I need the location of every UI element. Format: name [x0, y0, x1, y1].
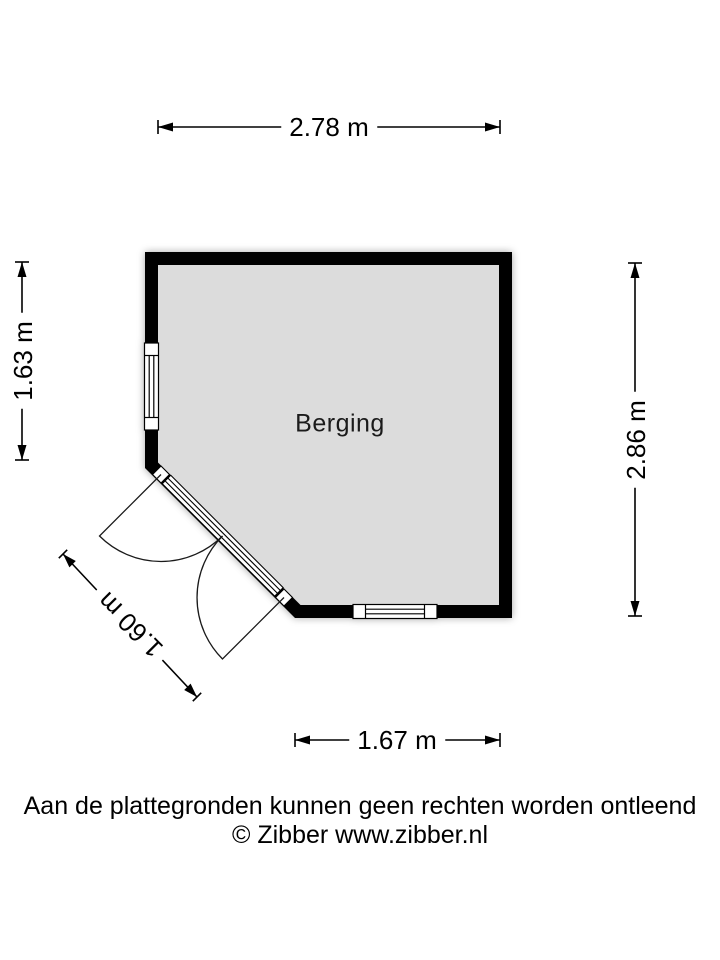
footer: [0, 792, 720, 850]
dimension-left-label: 1.63 m: [8, 313, 38, 409]
dimension-diagonal-label: 1.60 m: [86, 581, 175, 670]
dimension-bottom-label: 1.67 m: [349, 725, 445, 755]
credit-text: © Zibber www.zibber.nl: [231, 821, 489, 849]
left-window: [145, 343, 159, 430]
room-label: Berging: [295, 409, 385, 438]
disclaimer-text: Aan de plattegronden kunnen geen rechten worden ontleend: [23, 792, 697, 820]
bottom-window: [353, 605, 437, 619]
dimension-right-label: 2.86 m: [621, 392, 651, 488]
dimension-top-label: 2.78 m: [281, 112, 377, 142]
